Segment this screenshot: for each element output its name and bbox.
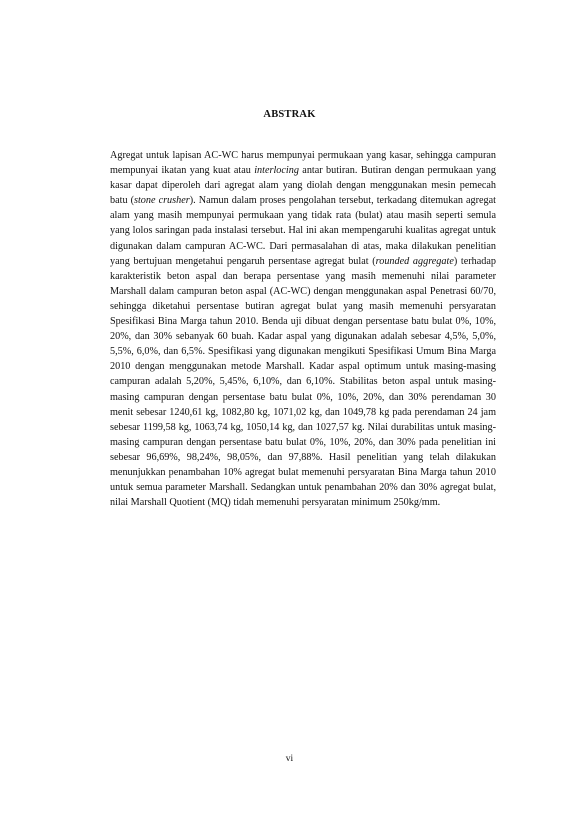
abstract-text: ). Namun dalam proses pengolahan tersebut, terkadang ditemukan agregat alam yang masih mempunyai permukaan yang tidak rata (bulat) atau masih seperti semula yang lolos saringan pada instalasi tersebut. Hal ini akan mempengaruhi kualitas agregat untuk digunakan dalam campuran AC-WC. Dari permasalahan di atas, maka dilakukan penelitian yang bertujuan mengetahui pengaruh persentase agregat bulat ( [110, 195, 496, 267]
page-number: vi [285, 754, 294, 764]
abstract-italic-term: interlocing [254, 165, 299, 177]
abstract-italic-term: stone crusher [134, 195, 190, 207]
abstract-text: antar butiran. Butiran dengan permukaan yang kasar dapat diperoleh dari agregat alam yang diolah dengan menggunakan mesin pemecah batu ( [110, 165, 496, 207]
abstract-text: ) terhadap karakteristik beton aspal dan berapa persentase yang masih memenuhi nilai parameter Marshall dalam campuran beton aspal (AC-WC) dengan menggunakan aspal Penetrasi 60/70, sehingga diketahui persentase butiran agregat bulat yang masih memenuhi persyaratan Spesifikasi Bina Marga tahun 2010. Benda uji dibuat dengan persentase batu bulat 0%, 10%, 20%, dan 30% sebanyak 60 buah. Kadar aspal yang digunakan adalah sebesar 4,5%, 5,0%, 5,5%, 6,0%, dan 6,5%. Spesifikasi yang digunakan mengikuti Spesifikasi Umum Bina Marga 2010 dengan menggunakan metode Marshall. Kadar aspal optimum untuk masing-masing campuran adalah 5,20%, 5,45%, 6,10%, dan 6,10%. Stabilitas beton aspal untuk masing-masing campuran dengan persentase batu bulat 0%, 10%, 20%, dan 30% perendaman 30 menit sebesar 1240,61 kg, 1082,80 kg, 1071,02 kg, dan 1049,78 kg pada perendaman 24 jam sebesar 1199,58 kg, 1063,74 kg, 1050,14 kg, dan 1027,57 kg. Nilai durabilitas untuk masing-masing campuran dengan persentase batu bulat 0%, 10%, 20%, dan 30% pada penelitian ini sebesar 96,69%, 98,24%, 98,05%, dan 97,88%. Hasil penelitian yang telah dilakukan menunjukkan penambahan 10% agregat bulat memenuhi persyaratan Bina Marga tahun 2010 untuk semua parameter Marshall. Sedangkan untuk penambahan 20% dan 30% agregat bulat, nilai Marshall Quotient (MQ) tidah memenuhi persyaratan minimum 250kg/mm. [110, 255, 496, 509]
page-title: ABSTRAK [263, 109, 316, 120]
abstract-paragraph [110, 148, 496, 510]
abstract-italic-term: rounded aggregate [375, 255, 454, 267]
abstract-text: Agregat untuk lapisan AC-WC harus mempunyai permukaan yang kasar, sehingga campuran mempunyai ikatan yang kuat atau [110, 150, 496, 177]
